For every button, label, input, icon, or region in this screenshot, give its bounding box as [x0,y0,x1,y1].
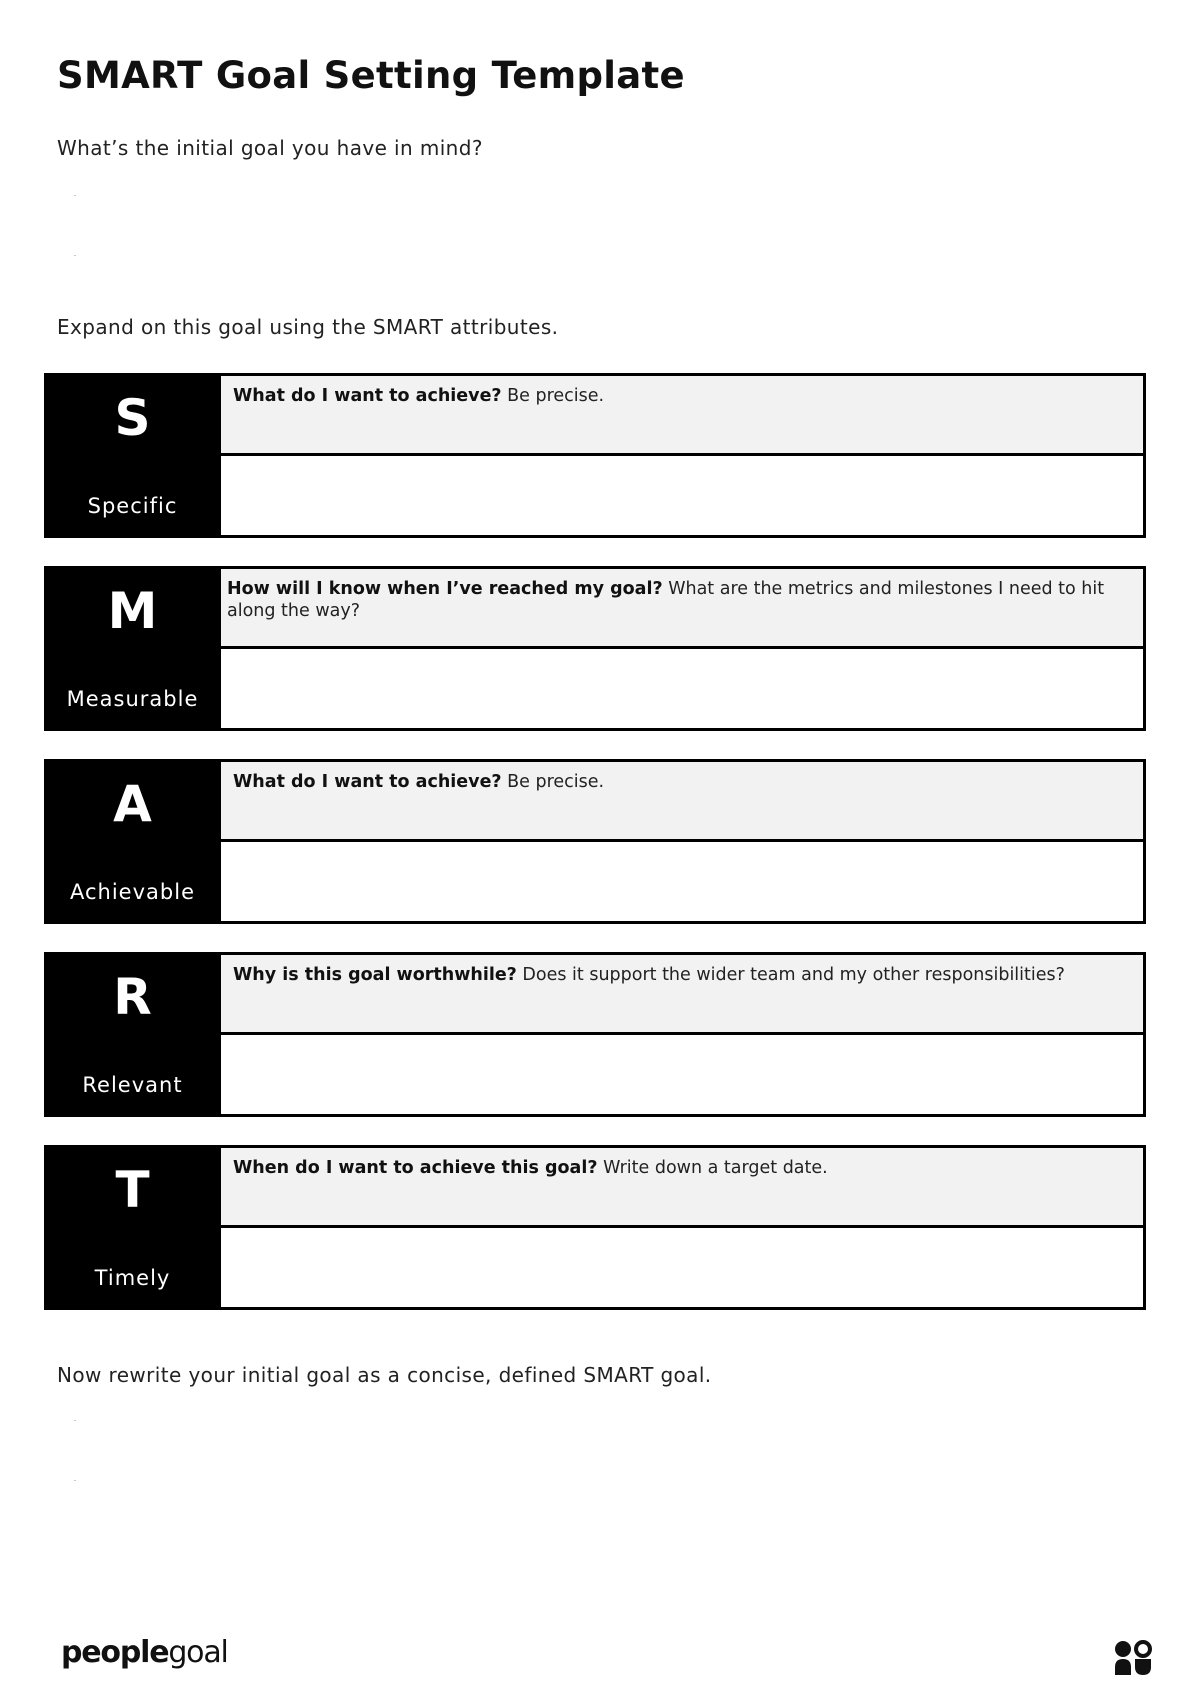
initial-goal-prompt: What’s the initial goal you have in mind? [57,136,483,160]
rewrite-goal-prompt: Now rewrite your initial goal as a concise, defined SMART goal. [57,1363,712,1387]
smart-row-timely [44,1145,1146,1310]
smart-letter-panel [47,569,218,728]
smart-goal-answer-line-1[interactable] [74,1420,76,1421]
page-title: SMART Goal Setting Template [57,54,685,97]
smart-letter: M [107,582,158,640]
smart-letter: S [114,389,151,447]
peoplegoal-mark-icon [1114,1640,1152,1676]
smart-letter: T [115,1161,150,1219]
initial-goal-answer-line-1[interactable] [74,195,76,196]
smart-answer-field-achievable[interactable] [221,842,1143,921]
smart-row-achievable [44,759,1146,924]
smart-letter-panel [47,955,218,1114]
smart-question-bold: What do I want to achieve? [233,772,502,792]
smart-question-bold: How will I know when I’ve reached my goal? [227,579,663,599]
smart-question-bold: When do I want to achieve this goal? [233,1158,598,1178]
smart-letter-panel [47,376,218,535]
smart-question-detail: Be precise. [501,386,605,406]
smart-attribute-label: Specific [87,494,178,518]
peoplegoal-logo [61,1635,228,1670]
smart-question [221,1148,1143,1225]
smart-question-detail: What are the metrics and milestones I need to hit along the way? [227,579,1105,621]
smart-letter-panel [47,762,218,921]
smart-letter: A [113,775,152,833]
smart-row-measurable [44,566,1146,731]
logo-wordmark-light: goal [168,1635,228,1670]
smart-row-specific [44,373,1146,538]
smart-question-bold: Why is this goal worthwhile? [233,965,517,985]
smart-answer-field-specific[interactable] [221,456,1143,535]
smart-question [221,762,1143,839]
smart-attribute-label: Relevant [82,1073,183,1097]
smart-goal-answer-line-2[interactable] [74,1480,76,1481]
smart-attribute-label: Measurable [66,687,199,711]
smart-question [221,376,1143,453]
smart-question-detail: Does it support the wider team and my other responsibilities? [516,965,1065,985]
smart-question [221,955,1143,1032]
expand-goal-prompt: Expand on this goal using the SMART attributes. [57,315,559,339]
smart-question-detail: Be precise. [501,772,605,792]
smart-question-bold: What do I want to achieve? [233,386,502,406]
smart-attribute-label: Timely [94,1266,171,1290]
smart-answer-field-relevant[interactable] [221,1035,1143,1114]
smart-answer-field-timely[interactable] [221,1228,1143,1307]
smart-attribute-label: Achievable [70,880,195,904]
smart-answer-field-measurable[interactable] [221,649,1143,728]
smart-question [221,569,1143,646]
smart-question-detail: Write down a target date. [597,1158,828,1178]
smart-letter-panel [47,1148,218,1307]
smart-row-relevant [44,952,1146,1117]
initial-goal-answer-line-2[interactable] [74,255,76,256]
logo-wordmark-bold: people [61,1635,169,1670]
smart-letter: R [113,968,152,1026]
